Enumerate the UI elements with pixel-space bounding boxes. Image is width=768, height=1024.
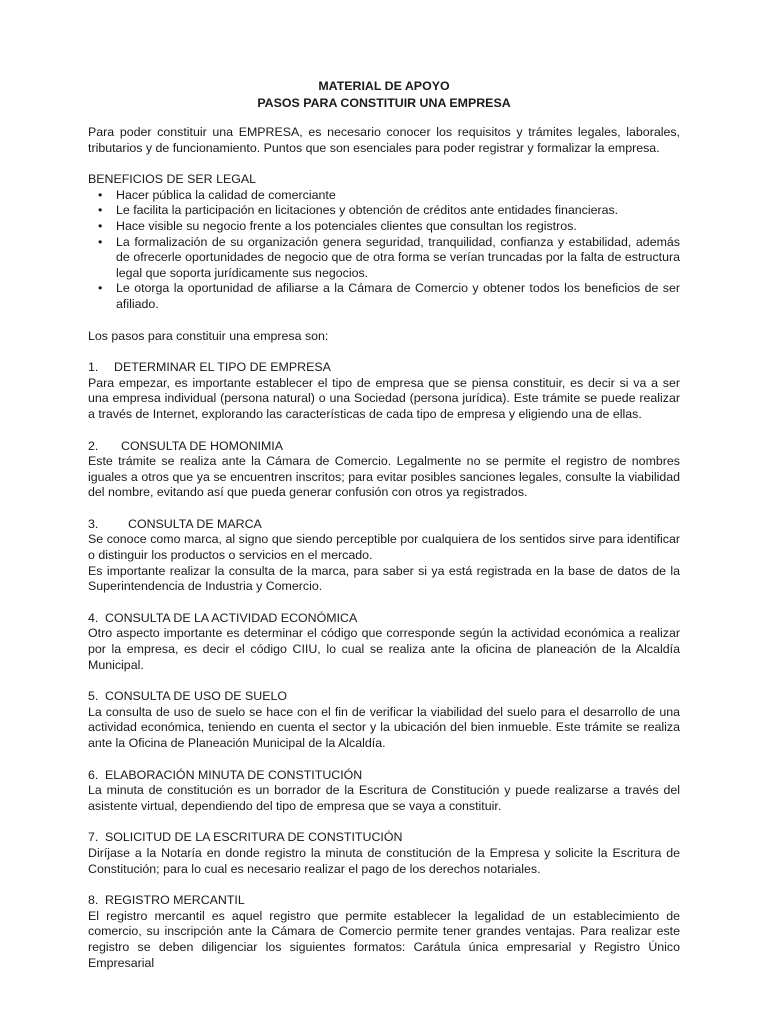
bullet-icon: • <box>98 234 103 249</box>
step-heading <box>88 689 680 705</box>
bullet-icon: • <box>98 281 103 296</box>
document-title: MATERIAL DE APOYO <box>318 79 450 93</box>
step-number: 2. <box>88 438 99 453</box>
step-title: CONSULTA DE MARCA <box>128 516 262 531</box>
step-number: 5. <box>88 689 99 704</box>
step-body <box>88 376 680 423</box>
step-heading <box>88 439 680 455</box>
step-paragraph: La consulta de uso de suelo se hace con el fin de verificar la viabilidad del suelo para el desarrollo de una actividad económica, teniendo en cuenta el sector y la ubicación del bien inmueble. Este trámite se realiza ante la Oficina de Planeación Municipal de la Alcaldía. <box>88 704 680 750</box>
step-body <box>88 705 680 752</box>
intro-paragraph: Para poder constituir una EMPRESA, es necesario conocer los requisitos y trámites legales, laborales, tributarios y de funcionamiento. Puntos que son esenciales para poder registrar y formalizar la empresa. <box>88 125 680 155</box>
step-body <box>88 626 680 673</box>
step-body <box>88 909 680 971</box>
benefit-item <box>88 219 680 235</box>
benefit-item <box>88 188 680 204</box>
bullet-icon: • <box>98 218 103 233</box>
step-paragraph: El registro mercantil es aquel registro que permite establecer la legalidad de un establecimiento de comercio, su inscripción ante la Cámara de Comercio permite tener grandes ventajas. Para realizar este registro se deben diligenciar los siguientes formatos: Carátula única empresarial y Registro Único Empresarial <box>88 908 680 970</box>
step-number: 4. <box>88 610 99 625</box>
step-paragraph: La minuta de constitución es un borrador de la Escritura de Constitución y puede realizarse a través del asistente virtual, dependiendo del tipo de empresa que se vaya a constituir. <box>88 783 680 813</box>
steps-intro: Los pasos para constituir una empresa son: <box>88 328 329 343</box>
benefits-heading: BENEFICIOS DE SER LEGAL <box>88 172 257 187</box>
step-heading <box>88 830 680 846</box>
bullet-icon: • <box>98 187 103 202</box>
benefit-text: Le otorga la oportunidad de afiliarse a la Cámara de Comercio y obtener todos los beneficios de ser afiliado. <box>116 281 680 311</box>
step-number: 8. <box>88 893 99 908</box>
benefits-list <box>88 188 680 313</box>
step-paragraph: Otro aspecto importante es determinar el código que corresponde según la actividad económica a realizar por la empresa, es decir el código CIIU, lo cual se realiza ante la oficina de planeación de la Alcaldía Municipal. <box>88 626 680 672</box>
benefit-item <box>88 281 680 312</box>
step-6 <box>88 768 680 815</box>
benefit-text: Hace visible su negocio frente a los potenciales clientes que consultan los registros. <box>116 218 577 233</box>
benefit-text: La formalización de su organización genera seguridad, tranquilidad, confianza y estabilidad, además de ofrecerle oportunidades de negocio que de otra forma se verían truncadas por la falta de estructura legal que soporta jurídicamente sus negocios. <box>116 234 680 280</box>
step-body <box>88 846 680 877</box>
benefit-item <box>88 203 680 219</box>
step-body <box>88 454 680 501</box>
step-heading <box>88 768 680 784</box>
step-paragraph: Este trámite se realiza ante la Cámara de Comercio. Legalmente no se permite el registro de nombres iguales a otros que ya se encuentren inscritos; para evitar posibles sanciones legales, consulte la viabilidad del nombre, evitando así que pueda generar confusión con otros ya registrados. <box>88 454 680 500</box>
step-8 <box>88 893 680 971</box>
benefit-text: Hacer pública la calidad de comerciante <box>116 187 336 202</box>
benefit-item <box>88 235 680 282</box>
step-3 <box>88 517 680 595</box>
document-page <box>88 78 680 971</box>
step-heading <box>88 893 680 909</box>
step-5 <box>88 689 680 751</box>
step-title: CONSULTA DE HOMONIMIA <box>121 438 284 453</box>
step-number: 1. <box>88 360 99 375</box>
step-4 <box>88 611 680 673</box>
step-title: CONSULTA DE USO DE SUELO <box>105 689 287 704</box>
step-heading <box>88 611 680 627</box>
step-2 <box>88 439 680 501</box>
step-title: REGISTRO MERCANTIL <box>105 893 245 908</box>
step-paragraph: Es importante realizar la consulta de la marca, para saber si ya está registrada en la base de datos de la Superintendencia de Industria y Comercio. <box>88 563 680 594</box>
bullet-icon: • <box>98 203 103 218</box>
step-body <box>88 783 680 814</box>
step-paragraph: Diríjase a la Notaría en donde registro la minuta de constitución de la Empresa y solicite la Escritura de Constitución; para lo cual es necesario realizar el pago de los derechos notariales. <box>88 845 680 876</box>
step-number: 7. <box>88 830 99 845</box>
document-subtitle: PASOS PARA CONSTITUIR UNA EMPRESA <box>257 96 511 110</box>
step-number: 6. <box>88 767 99 782</box>
step-body <box>88 532 680 594</box>
step-title: SOLICITUD DE LA ESCRITURA DE CONSTITUCIÓN <box>105 830 403 845</box>
step-title: CONSULTA DE LA ACTIVIDAD ECONÓMICA <box>105 610 358 625</box>
step-title: DETERMINAR EL TIPO DE EMPRESA <box>114 360 331 375</box>
benefit-text: Le facilita la participación en licitaciones y obtención de créditos ante entidades financieras. <box>116 203 619 218</box>
step-paragraph: Se conoce como marca, al signo que siendo perceptible por cualquiera de los sentidos sirve para identificar o distinguir los productos o servicios en el mercado. <box>88 532 680 563</box>
step-number: 3. <box>88 516 99 531</box>
step-title: ELABORACIÓN MINUTA DE CONSTITUCIÓN <box>105 767 363 782</box>
step-7 <box>88 830 680 877</box>
step-heading <box>88 517 680 533</box>
step-heading <box>88 360 680 376</box>
step-1 <box>88 360 680 422</box>
step-paragraph: Para empezar, es importante establecer el tipo de empresa que se piensa constituir, es decir si va a ser una empresa individual (persona natural) o una Sociedad (persona jurídica). Este trámite se puede realizar a través de Internet, explorando las características de cada tipo de empresa y eligiendo una de ellas. <box>88 375 680 421</box>
